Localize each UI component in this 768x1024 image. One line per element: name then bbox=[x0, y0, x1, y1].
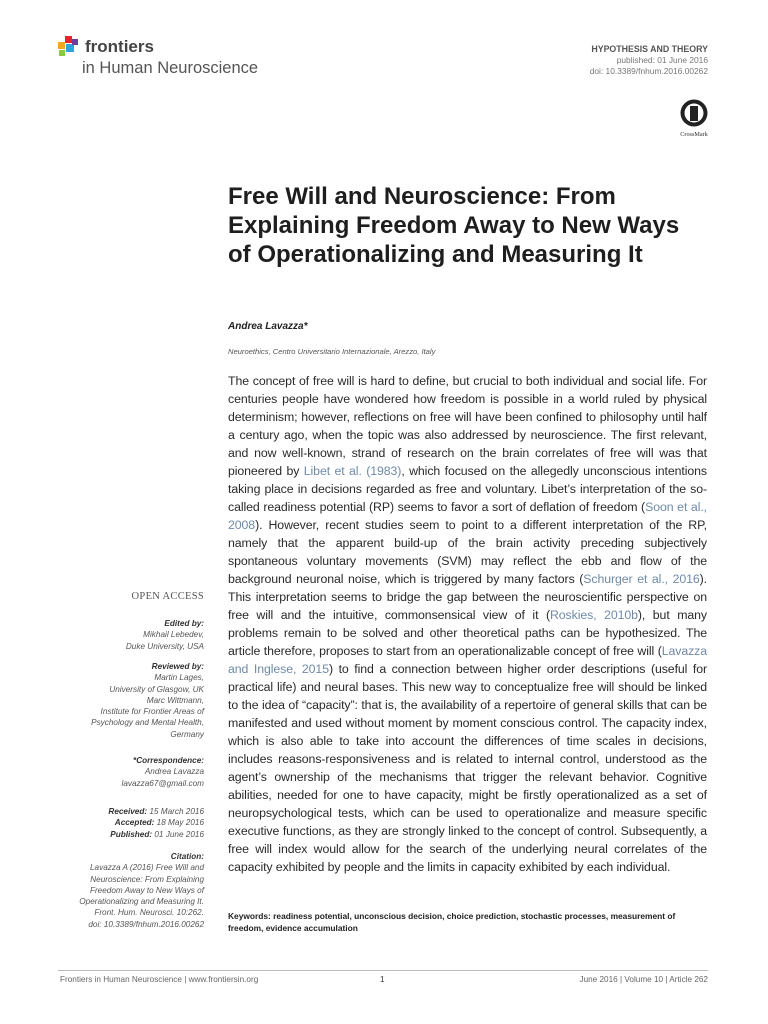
abstract-text: , which focused on the allegedly unconscious intentions taking place in decisions regarded as free and voluntary. Libet’s interpretation of the so-called readiness potential (RP) seems to favor a sort of deflation of freedom ( bbox=[228, 464, 707, 514]
abstract-text: The concept of free will is hard to define, but crucial to both individual and social life. For centuries people have wondered how freedom is possible in a world ruled by physical determinism; however, reflections on free will have been confined to philosophy until half a century ago, when the topic was also addressed by neuroscience. The first relevant, and now well-known, strand of research on the brain correlates of free will was that pioneered by bbox=[228, 374, 707, 478]
logo-brand: frontiers bbox=[85, 37, 154, 56]
open-access-label: OPEN ACCESS bbox=[131, 591, 204, 602]
reviewed-by-block bbox=[60, 661, 204, 740]
received-date-row bbox=[60, 806, 204, 817]
doi-text: doi: 10.3389/fnhum.2016.00262 bbox=[589, 66, 708, 76]
crossmark-icon bbox=[679, 98, 709, 128]
citation-block bbox=[60, 851, 204, 930]
footer-issue: June 2016 | Volume 10 | Article 262 bbox=[579, 975, 708, 984]
correspondence-name: Andrea Lavazza bbox=[144, 767, 204, 777]
document-type: HYPOTHESIS AND THEORY bbox=[591, 44, 708, 54]
citation-line: Front. Hum. Neurosci. 10:262. bbox=[94, 908, 204, 918]
keywords-list: readiness potential, unconscious decision, choice prediction, stochastic processes, measurement of freedom, evidence accumulation bbox=[228, 911, 676, 933]
footer-divider bbox=[58, 970, 708, 971]
author-affiliation: Neuroethics, Centro Universitario Internazionale, Arezzo, Italy bbox=[228, 347, 436, 356]
journal-logo bbox=[58, 34, 298, 82]
correspondence-email[interactable]: lavazza67@gmail.com bbox=[121, 778, 204, 788]
crossmark-badge[interactable] bbox=[672, 98, 716, 140]
abstract-text: ) to find a connection between higher order descriptions (useful for practical life) and neural bases. This new way to conceptualize free will should be linked to the idea of “capacity”: that is, the availability of a repertoire of general skills that can be manifested and used without moment by moment conscious control. The capacity index, which is also able to take into account the differences of time scales in decisions, includes reasons-responsiveness and is related to internal control, understood as the agent’s ownership of the mechanisms that trigger the relevant behavior. Cognitive abilities, needed for one to have capacity, might be firstly operationalized as a set of neuropsychological tests, which can be used to operationalize and measure specific executive functions, as they are strongly linked to the concept of control. Subsequently, a free will index would allow for the search of the underlying neural correlates of the capacity exhibited by people and the limits in capacity exhibited by each individual. bbox=[228, 662, 707, 874]
accepted-label: Accepted: bbox=[114, 818, 155, 828]
document-meta bbox=[590, 44, 708, 77]
abstract-text: ). However, recent studies seem to point to a different interpretation of the RP, namely that the apparent build-up of the brain activity preceding subjectively spontaneous voluntary movements (SVM) may reflect the ebb and flow of the background neuronal noise, which is triggered by many factors ( bbox=[228, 518, 707, 586]
edited-by-label: Edited by: bbox=[164, 619, 204, 628]
published-date: published: 01 June 2016 bbox=[616, 55, 708, 65]
edited-by-block bbox=[60, 618, 204, 652]
reviewer-line: Institute for Frontier Areas of bbox=[100, 707, 204, 717]
citation-link[interactable]: Libet et al. (1983) bbox=[303, 464, 402, 478]
citation-link[interactable]: Schurger et al., 2016 bbox=[583, 572, 700, 586]
citation-label: Citation: bbox=[170, 852, 204, 861]
citation-link[interactable]: Soon et al., 2008 bbox=[228, 500, 708, 532]
citation-line: Operationalizing and Measuring It. bbox=[79, 897, 204, 907]
logo-square-orange bbox=[58, 42, 65, 49]
abstract-text: ). This interpretation seems to bridge the gap between the neuroscientific perspective on free will and the intuitive, commonsensical view of it ( bbox=[228, 572, 708, 622]
logo-square-red bbox=[65, 36, 72, 43]
editor-line: Mikhail Lebedev, bbox=[143, 630, 204, 640]
received-value: 15 March 2016 bbox=[149, 807, 204, 816]
citation-line: Freedom Away to New Ways of bbox=[89, 885, 204, 895]
published-date-row bbox=[60, 829, 204, 840]
dates-block bbox=[60, 806, 204, 840]
received-label: Received: bbox=[108, 807, 148, 816]
reviewed-by-label: Reviewed by: bbox=[151, 662, 204, 671]
accepted-date-row bbox=[60, 817, 204, 828]
crossmark-label: CrossMark bbox=[680, 131, 708, 138]
citation-line: doi: 10.3389/fnhum.2016.00262 bbox=[88, 919, 204, 929]
keywords-label: Keywords: bbox=[228, 911, 271, 921]
article-title: Free Will and Neuroscience: From Explaining Freedom Away to New Ways of Operationalizing and Measuring It bbox=[228, 183, 680, 268]
editor-line: Duke University, USA bbox=[125, 641, 204, 651]
reviewer-line: Germany bbox=[170, 729, 204, 739]
reviewer-line: Martin Lages, bbox=[154, 673, 204, 683]
logo-journal-name: in Human Neuroscience bbox=[82, 59, 259, 77]
citation-line: Neuroscience: From Explaining bbox=[90, 874, 204, 884]
keywords bbox=[228, 911, 708, 934]
logo-square-blue bbox=[66, 44, 74, 52]
citation-link[interactable]: Roskies, 2010b bbox=[549, 608, 638, 622]
abstract bbox=[228, 372, 707, 876]
correspondence-label: *Correspondence: bbox=[133, 756, 204, 765]
logo-square-green bbox=[59, 50, 65, 56]
reviewer-line: University of Glasgow, UK bbox=[109, 684, 204, 694]
footer-journal[interactable]: Frontiers in Human Neuroscience | www.frontiersin.org bbox=[60, 975, 259, 984]
citation-line: Lavazza A (2016) Free Will and bbox=[90, 863, 204, 873]
reviewer-line: Psychology and Mental Health, bbox=[91, 718, 204, 728]
page-number: 1 bbox=[380, 975, 385, 984]
frontiers-logo-icon bbox=[58, 36, 80, 62]
logo-square-purple bbox=[72, 39, 78, 45]
citation-link[interactable]: Lavazza and Inglese, 2015 bbox=[228, 644, 707, 676]
article-author[interactable]: Andrea Lavazza* bbox=[228, 321, 308, 332]
reviewer-line: Marc Wittmann, bbox=[146, 695, 204, 705]
published-value: 01 June 2016 bbox=[154, 829, 204, 839]
abstract-text: ), but many problems remain to be solved and other theoretical paths can be hypothesized. The article therefore, proposes to start from an operationalizable concept of free will ( bbox=[228, 608, 707, 658]
correspondence-block bbox=[60, 755, 204, 789]
accepted-value: 18 May 2016 bbox=[156, 818, 204, 828]
published-label: Published: bbox=[110, 829, 153, 839]
